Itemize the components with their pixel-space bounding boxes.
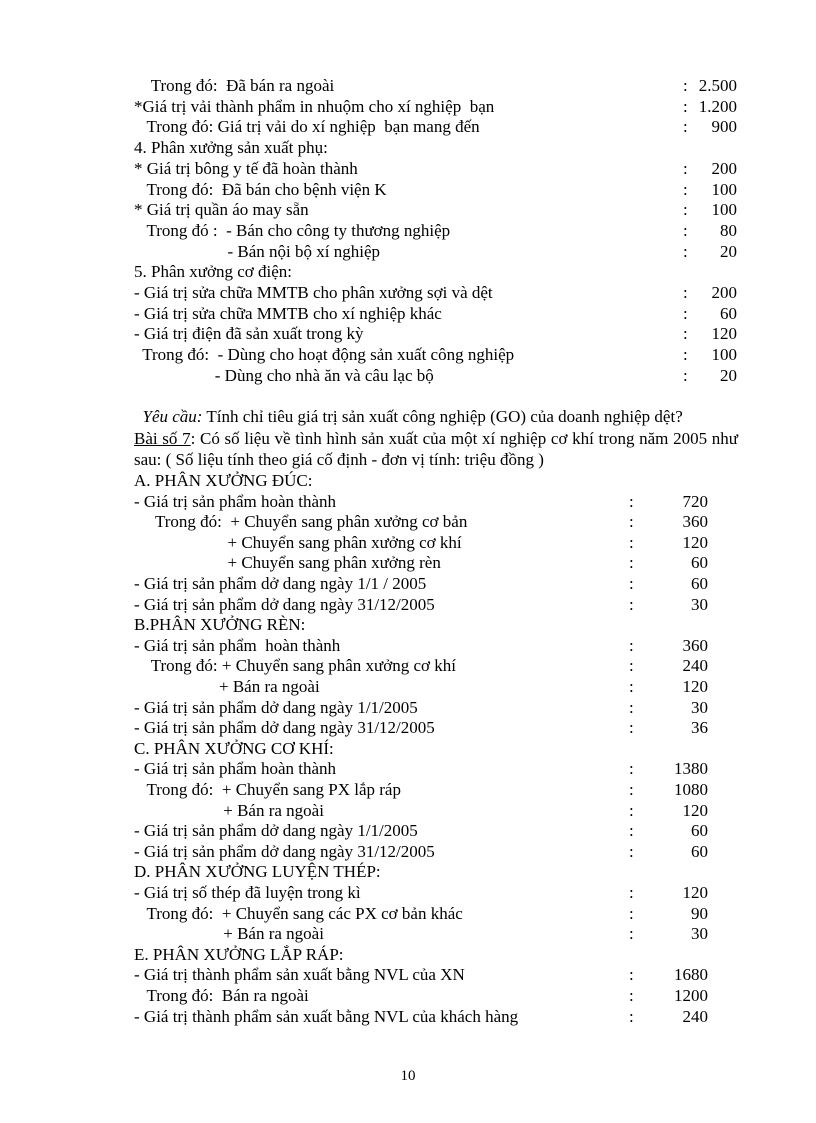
separator-colon: : [683,365,688,385]
item-value: 360 [682,512,708,532]
separator-colon: : [629,759,634,779]
exercise-intro-text: : Có số liệu về tình hình sản xuất của một xí nghiệp cơ khí trong năm 2005 như sau: ( Số liệu tính theo giá cố định - đơn vị tính: triệu đồng ) [134,429,738,469]
item-value: 360 [682,635,708,655]
item-label: Trong đó: - Dùng cho hoạt động sản xuất công nghiệp [134,345,515,365]
list-item [134,511,746,532]
list-item [134,697,746,718]
separator-colon: : [629,635,634,655]
separator-colon: : [683,117,688,137]
separator-colon: : [683,76,688,95]
separator-colon: : [629,986,634,1005]
item-value: 200 [711,283,737,302]
item-label: A. PHÂN XƯỞNG ĐÚC: [134,471,313,490]
item-label: - Giá trị sản phẩm dở dang ngày 1/1 / 2005 [134,574,427,593]
list-item [134,303,746,324]
item-value: 2.500 [698,76,737,95]
item-value: 100 [711,179,737,199]
item-value: 720 [682,491,708,511]
item-value: 30 [691,594,708,614]
list-item [134,241,746,262]
item-value: 30 [691,924,708,944]
item-value: 1080 [674,780,708,799]
separator-colon: : [629,677,634,696]
item-label: E. PHÂN XƯỞNG LẮP RÁP: [134,944,344,964]
list-item [134,779,746,800]
item-label: Trong đó: Đã bán ra ngoài [134,76,335,95]
item-value: 20 [720,241,737,261]
list-item [134,923,746,944]
item-value: 1.200 [698,96,737,116]
separator-colon: : [683,200,688,220]
item-label: - Dùng cho nhà ăn và câu lạc bộ [134,365,434,385]
item-label: Trong đó: Đã bán cho bệnh viện K [134,179,387,199]
list-item [134,491,746,512]
item-value: 20 [720,365,737,385]
list-item [134,532,746,553]
item-value: 240 [682,656,708,676]
section-heading [134,861,746,882]
exercise-title: Bài số 7 [134,429,191,448]
list-item [134,199,746,220]
item-label: D. PHÂN XƯỞNG LUYỆN THÉP: [134,862,381,882]
section-heading [134,944,746,965]
item-label: - Giá trị sản phẩm dở dang ngày 31/12/2005 [134,718,435,738]
item-label: Trong đó : - Bán cho công ty thương nghiệp [134,220,451,240]
separator-colon: : [683,283,688,302]
item-label: Trong đó: + Chuyển sang phân xưởng cơ khí [134,656,457,676]
item-value: 100 [711,345,737,365]
item-value: 120 [682,800,708,820]
item-value: 60 [720,303,737,323]
requirement-line [134,385,744,426]
item-label: Trong đó: Bán ra ngoài [134,986,309,1005]
item-label: + Chuyển sang phân xưởng rèn [134,553,441,573]
item-value: 200 [711,158,737,178]
list-item [134,1006,746,1027]
item-label: Trong đó: + Chuyển sang phân xưởng cơ bản [134,512,468,532]
item-value: 900 [711,117,737,137]
separator-colon: : [629,780,634,799]
separator-colon: : [629,800,634,820]
exercise-intro [134,428,738,470]
item-value: 240 [682,1006,708,1026]
separator-colon: : [629,656,634,676]
list-item [134,717,746,738]
item-label: - Giá trị sản phẩm hoàn thành [134,759,337,779]
list-item [134,282,746,303]
item-label: 4. Phân xưởng sản xuất phụ: [134,138,328,158]
item-value: 1680 [674,965,708,985]
item-value: 1200 [674,986,708,1005]
item-label: + Chuyển sang phân xưởng cơ khí [134,532,462,552]
item-value: 120 [682,883,708,902]
item-label: * Giá trị quần áo may sẵn [134,200,309,220]
item-label: - Giá trị thành phẩm sản xuất bằng NVL của XN [134,965,465,985]
item-value: 120 [682,677,708,696]
list-item [134,820,746,841]
item-value: 80 [720,220,737,240]
separator-colon: : [629,965,634,985]
section-heading [134,470,746,491]
item-label: + Bán ra ngoài [134,677,320,696]
list-item [134,964,746,985]
list-item [134,635,746,656]
list-item [134,75,746,96]
item-label: - Giá trị sản phẩm hoàn thành [134,491,337,511]
requirement-text: Tính chỉ tiêu giá trị sản xuất công nghiệp (GO) của doanh nghiệp dệt? [202,407,683,426]
list-item [134,655,746,676]
item-label: - Giá trị sửa chữa MMTB cho phân xưởng sợi và dệt [134,283,493,302]
list-item [134,758,746,779]
section-heading [134,738,746,759]
separator-colon: : [629,574,634,593]
list-item [134,594,746,615]
item-value: 60 [691,553,708,573]
list-item [134,179,746,200]
separator-colon: : [629,903,634,923]
separator-colon: : [629,553,634,573]
list-item [134,323,746,344]
separator-colon: : [629,718,634,738]
item-value: 120 [682,532,708,552]
list-item [134,220,746,241]
separator-colon: : [629,594,634,614]
separator-colon: : [683,324,688,344]
item-value: 60 [691,821,708,841]
section-heading [134,614,746,635]
list-item [134,116,746,137]
separator-colon: : [683,179,688,199]
separator-colon: : [629,821,634,841]
item-label: 5. Phân xưởng cơ điện: [134,262,292,282]
list-item [134,158,746,179]
item-label: Trong đó: Giá trị vải do xí nghiệp bạn mang đến [134,117,480,137]
item-value: 60 [691,574,708,593]
separator-colon: : [683,241,688,261]
item-value: 30 [691,697,708,717]
item-label: - Giá trị số thép đã luyện trong kì [134,883,361,902]
item-label: + Bán ra ngoài [134,924,324,944]
list-item [134,552,746,573]
item-value: 36 [691,718,708,738]
separator-colon: : [629,532,634,552]
item-value: 100 [711,200,737,220]
list-item [134,96,746,117]
item-label: - Giá trị sản phẩm dở dang ngày 31/12/2005 [134,594,435,614]
separator-colon: : [683,158,688,178]
item-value: 120 [711,324,737,344]
item-label: - Giá trị điện đã sản xuất trong kỳ [134,324,364,344]
list-item [134,882,746,903]
list-item [134,985,746,1006]
separator-colon: : [683,345,688,365]
item-label: - Giá trị sản phẩm dở dang ngày 1/1/2005 [134,821,418,841]
separator-colon: : [629,924,634,944]
separator-colon: : [629,512,634,532]
item-label: - Giá trị thành phẩm sản xuất bằng NVL của khách hàng [134,1006,519,1026]
section-heading [134,137,746,158]
list-item [134,344,746,365]
separator-colon: : [629,841,634,861]
item-label: Trong đó: + Chuyển sang các PX cơ bản khác [134,903,463,923]
list-item [134,903,746,924]
item-label: - Giá trị sản phẩm hoàn thành [134,635,341,655]
item-value: 60 [691,841,708,861]
item-label: C. PHÂN XƯỞNG CƠ KHÍ: [134,738,334,758]
list-item [134,800,746,821]
list-item [134,841,746,862]
page-number: 10 [400,1068,416,1084]
item-label: - Giá trị sản phẩm dở dang ngày 1/1/2005 [134,697,418,717]
separator-colon: : [629,883,634,902]
item-value: 1380 [674,759,708,779]
section-heading [134,261,746,282]
list-item [134,573,746,594]
separator-colon: : [683,220,688,240]
separator-colon: : [683,303,688,323]
item-label: - Giá trị sản phẩm dở dang ngày 31/12/2005 [134,841,435,861]
item-label: Trong đó: + Chuyển sang PX lắp ráp [134,780,401,799]
item-label: * Giá trị bông y tế đã hoàn thành [134,158,358,178]
item-label: B.PHÂN XƯỞNG RÈN: [134,615,306,635]
item-value: 90 [691,903,708,923]
requirement-label: Yêu cầu: [142,407,203,426]
list-item [134,365,746,386]
item-label: - Bán nội bộ xí nghiệp [134,241,381,261]
item-label: + Bán ra ngoài [134,800,324,820]
separator-colon: : [629,697,634,717]
item-label: *Giá trị vải thành phẩm in nhuộm cho xí nghiệp bạn [134,96,495,116]
separator-colon: : [683,96,688,116]
separator-colon: : [629,1006,634,1026]
item-label: - Giá trị sửa chữa MMTB cho xí nghiệp khác [134,303,442,323]
separator-colon: : [629,491,634,511]
list-item [134,676,746,697]
